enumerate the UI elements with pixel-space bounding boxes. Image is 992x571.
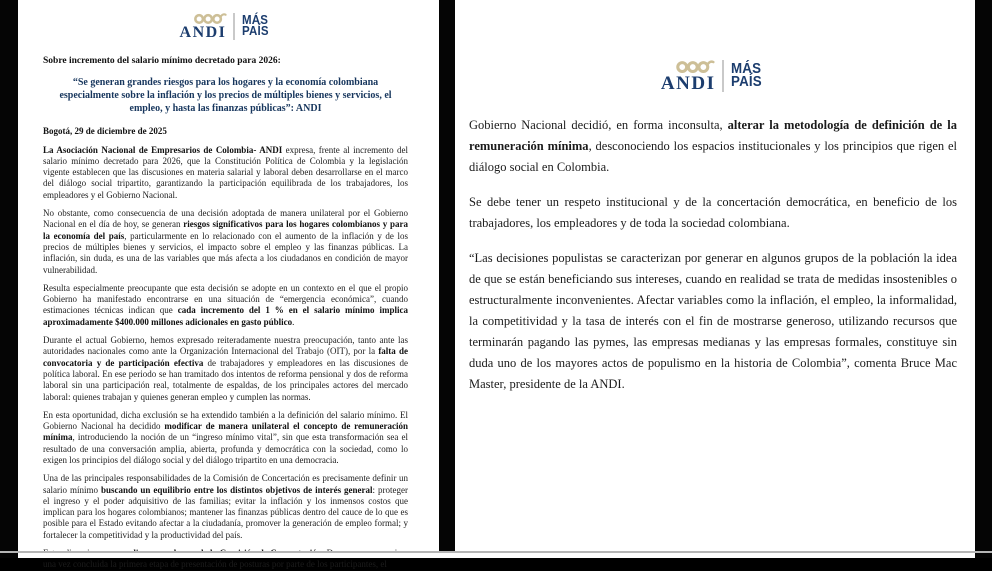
andi-swirl-icon	[193, 12, 227, 25]
paragraph: “Las decisiones populistas se caracterizan por generar en algunos grupos de la población la idea de que se están beneficiando sus intereses, cuando en realidad se trata de medidas insostenibles o estructuralmente inconvenientes. Afectar variables como la inflación, el empleo, la informalidad, la competitividad y la tasa de interés con el fin de mostrarse generoso, utilizando recursos que terminarán pagando las pymes, las empresas medianas y las empresas formales, constituye sin duda uno de los mayores actos de populismo en la historia de Colombia”, comenta Bruce Mac Master, presidente de la ANDI.	[469, 251, 957, 391]
dateline: Bogotá, 29 de diciembre de 2025	[43, 125, 167, 136]
paragraph: Se debe tener un respeto institucional y de la concertación democrática, en beneficio de los trabajadores, los empleadores y de toda la sociedad colombiana.	[469, 195, 957, 230]
andi-logo-block	[661, 59, 716, 93]
headline-quote: “Se generan grandes riesgos para los hogares y la economía colombiana especialmente sobre la inflación y los precios de múltiples bienes y servicios, el empleo, y hasta las finanzas públicas”: ANDI	[59, 77, 392, 115]
paragraph: No obstante, como consecuencia de una decisión adoptada de manera unilateral por el Gobierno Nacional en el día de hoy, se generan riesgos significativos para los hogares colombianos y para la economía del país, particularmente en lo relacionado con el aumento de la inflación y de los precios de múltiples bienes y servicios, el impacto sobre el empleo y las finanzas públicas. La inflación, sin duda, es una de las variables que más afecta a los ciudadanos en condición de mayor vulnerabilidad.	[43, 208, 409, 275]
andi-mas-pais-logo	[469, 56, 957, 96]
document-page-2	[455, 0, 975, 558]
paragraph: Durante el actual Gobierno, hemos expresado reiteradamente nuestra preocupación, tanto ante las autoridades nacionales como ante la Organización Internacional del Trabajo (OIT), por la falta de convocatoria y de participación efectiva de trabajadores y empleadores en las discusiones de política laboral. En ese periodo se han tramitado dos intentos de reforma pensional y dos de reforma laboral sin una participación real, totalmente de espaldas, de los principales actores del mercado laboral: quienes trabajan y quienes generan empleo y cumplen las normas.	[43, 335, 409, 402]
tagline-line-1: MÁS	[242, 13, 269, 27]
paragraph: una vez concluida la primera etapa de presentación de posturas por parte de los participantes, el	[43, 559, 387, 570]
andi-wordmark: ANDI	[179, 23, 227, 41]
mas-pais-wordmark	[731, 63, 762, 89]
andi-logo-block	[180, 12, 227, 41]
page-gap-bar-bottom	[439, 480, 455, 553]
paragraph: La Asociación Nacional de Empresarios de Colombia- ANDI expresa, frente al incremento del salario mínimo decretado para 2026, que la Constitución Política de Colombia y la legislación vigente establecen que las discusiones en materia salarial y laboral deben desarrollarse en el marco del diálogo social tripartito, garantizando la participación equilibrada de los trabajadores, los empleadores y el Gobierno Nacional.	[43, 144, 408, 200]
paragraph: En esta oportunidad, dicha exclusión se ha extendido también a la definición del salario mínimo. El Gobierno Nacional ha decidido modificar de manera unilateral el concepto de remuneración mínima, introduciendo la noción de un “ingreso mínimo vital”, sin que esta transformación sea el resultado de una conversación amplia, abierta, profunda y democrática con la sociedad, como lo exigen los principios del diálogo social y del diálogo tripartito en una democracia.	[43, 409, 408, 465]
bottom-white-strip	[18, 553, 975, 558]
mas-pais-wordmark	[242, 15, 269, 37]
document-title: Sobre incremento del salario mínimo decretado para 2026:	[43, 56, 281, 66]
document-page-1	[18, 0, 439, 570]
andi-swirl-icon	[675, 59, 715, 74]
paragraph: Resulta especialmente preocupante que esta decisión se adopte en un contexto en el que el propio Gobierno ha manifestado encontrarse en una situación de “emergencia económica”, cuando estimaciones técnicas indican que cada incremento del 1 % en el salario mínimo implica aproximadamente $400.000 millones adicionales en gasto público.	[43, 282, 408, 327]
andi-wordmark: ANDI	[660, 73, 716, 94]
tagline-line-2: PAÍS	[731, 74, 763, 90]
tagline-line-2: PAÍS	[242, 24, 270, 38]
page-gap-bar-top	[439, 0, 455, 390]
logo-divider	[722, 60, 724, 92]
andi-mas-pais-logo	[43, 9, 408, 43]
tagline-line-1: MÁS	[731, 61, 762, 78]
paragraph: Una de las principales responsabilidades de la Comisión de Concertación es precisamente definir un salario mínimo buscando un equilibrio entre los distintos objetivos de interés general: proteger el ingreso y el poder adquisitivo de las familias; evitar la inflación y los inmensos costos que implican para los hogares colombianos; mantener las finanzas públicas dentro del cauce de lo que es posible para el Estado evitando afectar a la ciudadanía, promover la generación de empleo formal; y fortalecer la competitividad y la productividad del país.	[43, 473, 408, 540]
paragraph: Gobierno Nacional decidió, en forma inconsulta, alterar la metodología de definición de la remuneración mínima, desconociendo los espacios institucionales y los principios que rigen el diálogo social en Colombia.	[469, 118, 957, 174]
bottom-horizontal-rule	[0, 551, 992, 553]
logo-divider	[233, 13, 235, 40]
